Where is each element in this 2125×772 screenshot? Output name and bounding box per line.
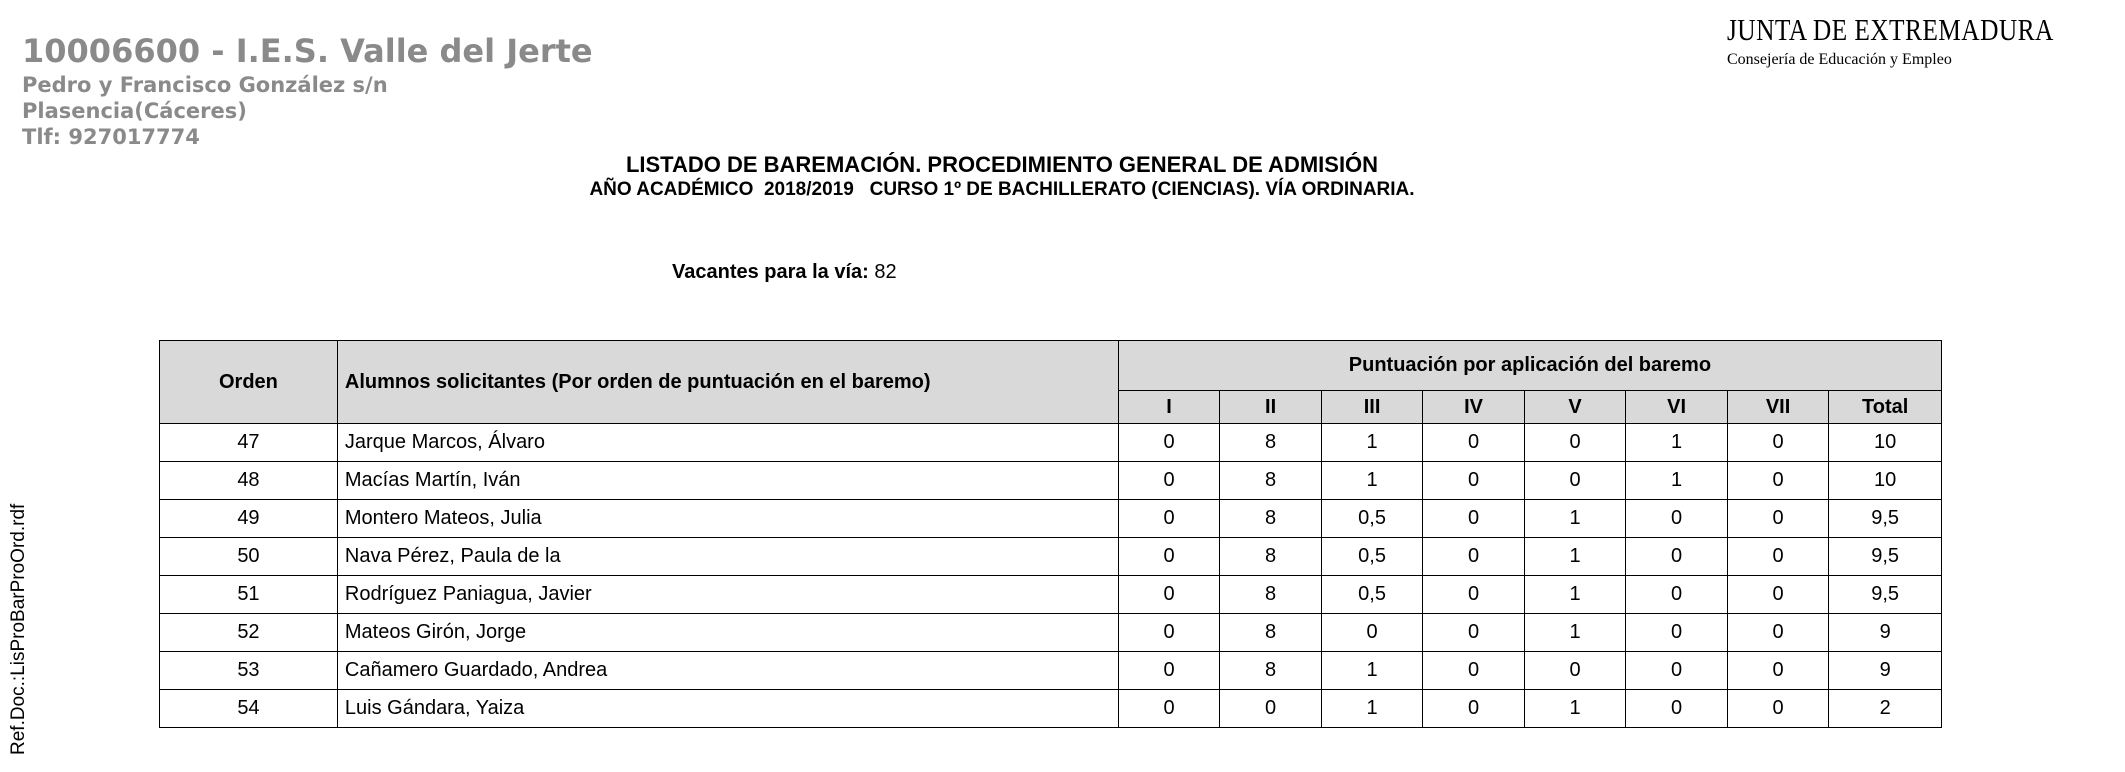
document-subtitle: AÑO ACADÉMICO 2018/2019 CURSO 1º DE BACHILLERATO (CIENCIAS). VÍA ORDINARIA. — [589, 179, 1415, 200]
score-cell: 0 — [1727, 652, 1829, 690]
school-address: Pedro y Francisco González s/n — [22, 73, 388, 97]
score-cell: 1 — [1524, 614, 1626, 652]
score-cell: 0,5 — [1321, 576, 1423, 614]
score-cell: 0 — [1727, 424, 1829, 462]
score-cell: 0 — [1727, 690, 1829, 728]
header-col-vii: VII — [1727, 391, 1829, 424]
header-alumnos: Alumnos solicitantes (Por orden de puntuación en el baremo) — [337, 341, 1118, 424]
school-city: Plasencia(Cáceres) — [22, 99, 247, 123]
score-cell: 8 — [1220, 576, 1322, 614]
total-cell: 9 — [1829, 652, 1942, 690]
score-cell: 0 — [1220, 690, 1322, 728]
score-cell: 0 — [1626, 576, 1728, 614]
logo-name: JUNTA DE EXTREMADURA — [1727, 12, 2054, 47]
score-cell: 0 — [1524, 652, 1626, 690]
vacantes-value: 82 — [874, 261, 897, 283]
score-cell: 0 — [1626, 538, 1728, 576]
score-cell: 0 — [1118, 690, 1220, 728]
score-cell: 0 — [1118, 500, 1220, 538]
score-cell: 0 — [1423, 500, 1525, 538]
score-cell: 1 — [1626, 424, 1728, 462]
score-cell: 0 — [1727, 614, 1829, 652]
student-name-cell: Macías Martín, Iván — [337, 462, 1118, 500]
score-cell: 0,5 — [1321, 500, 1423, 538]
table-row — [160, 614, 1942, 652]
score-cell: 1 — [1321, 424, 1423, 462]
student-name-cell: Montero Mateos, Julia — [337, 500, 1118, 538]
header-puntuacion: Puntuación por aplicación del baremo — [1118, 341, 1941, 391]
score-cell: 0 — [1626, 652, 1728, 690]
total-cell: 9 — [1829, 614, 1942, 652]
score-cell: 8 — [1220, 462, 1322, 500]
score-cell: 0 — [1118, 424, 1220, 462]
header-orden: Orden — [160, 341, 338, 424]
total-cell: 10 — [1829, 424, 1942, 462]
document-title: LISTADO DE BAREMACIÓN. PROCEDIMIENTO GENERAL DE ADMISIÓN — [625, 152, 1379, 177]
orden-cell: 54 — [160, 690, 338, 728]
score-cell: 0 — [1118, 538, 1220, 576]
orden-cell: 51 — [160, 576, 338, 614]
student-name-cell: Cañamero Guardado, Andrea — [337, 652, 1118, 690]
score-cell: 0 — [1626, 614, 1728, 652]
score-cell: 1 — [1321, 462, 1423, 500]
header-col-iii: III — [1321, 391, 1423, 424]
student-name-cell: Luis Gándara, Yaiza — [337, 690, 1118, 728]
table-row — [160, 576, 1942, 614]
orden-cell: 53 — [160, 652, 338, 690]
header-col-i: I — [1118, 391, 1220, 424]
score-cell: 0 — [1423, 424, 1525, 462]
score-cell: 1 — [1524, 500, 1626, 538]
total-cell: 10 — [1829, 462, 1942, 500]
junta-logo — [1727, 12, 2125, 70]
orden-cell: 48 — [160, 462, 338, 500]
score-cell: 8 — [1220, 652, 1322, 690]
student-name-cell: Nava Pérez, Paula de la — [337, 538, 1118, 576]
score-cell: 8 — [1220, 538, 1322, 576]
score-cell: 0 — [1727, 500, 1829, 538]
score-cell: 0 — [1423, 538, 1525, 576]
side-reference: Ref.Doc.:LisProBarProOrd.rdf — [8, 503, 29, 755]
score-cell: 0 — [1118, 614, 1220, 652]
orden-cell: 49 — [160, 500, 338, 538]
score-cell: 0 — [1118, 652, 1220, 690]
score-cell: 1 — [1524, 538, 1626, 576]
table-row — [160, 538, 1942, 576]
table-row — [160, 652, 1942, 690]
header-col-iv: IV — [1423, 391, 1525, 424]
score-cell: 0 — [1423, 462, 1525, 500]
score-cell: 1 — [1626, 462, 1728, 500]
score-cell: 0 — [1118, 576, 1220, 614]
score-cell: 0 — [1727, 576, 1829, 614]
score-cell: 8 — [1220, 614, 1322, 652]
header-col-ii: II — [1220, 391, 1322, 424]
score-cell: 1 — [1321, 652, 1423, 690]
score-cell: 0 — [1524, 424, 1626, 462]
table-row — [160, 690, 1942, 728]
table-row — [160, 500, 1942, 538]
header-col-vi: VI — [1626, 391, 1728, 424]
total-cell: 9,5 — [1829, 500, 1942, 538]
orden-cell: 52 — [160, 614, 338, 652]
vacantes-label: Vacantes para la vía: — [672, 261, 869, 283]
total-cell: 9,5 — [1829, 576, 1942, 614]
score-cell: 0 — [1423, 576, 1525, 614]
total-cell: 2 — [1829, 690, 1942, 728]
score-cell: 0 — [1524, 462, 1626, 500]
table-row — [160, 462, 1942, 500]
orden-cell: 50 — [160, 538, 338, 576]
score-cell: 8 — [1220, 424, 1322, 462]
score-cell: 0 — [1727, 538, 1829, 576]
score-cell: 0 — [1321, 614, 1423, 652]
score-cell: 1 — [1524, 576, 1626, 614]
vacantes-line — [672, 261, 897, 284]
score-cell: 1 — [1321, 690, 1423, 728]
table-row — [160, 424, 1942, 462]
score-cell: 0 — [1118, 462, 1220, 500]
student-name-cell: Rodríguez Paniagua, Javier — [337, 576, 1118, 614]
score-cell: 0 — [1423, 614, 1525, 652]
school-header — [22, 30, 593, 150]
score-cell: 0 — [1626, 690, 1728, 728]
score-cell: 0 — [1727, 462, 1829, 500]
score-cell: 1 — [1524, 690, 1626, 728]
total-cell: 9,5 — [1829, 538, 1942, 576]
score-cell: 0 — [1423, 690, 1525, 728]
school-code-name: 10006600 - I.E.S. Valle del Jerte — [22, 32, 593, 70]
baremo-table — [159, 340, 1942, 728]
score-cell: 0 — [1423, 652, 1525, 690]
score-cell: 0,5 — [1321, 538, 1423, 576]
header-col-v: V — [1524, 391, 1626, 424]
student-name-cell: Jarque Marcos, Álvaro — [337, 424, 1118, 462]
orden-cell: 47 — [160, 424, 338, 462]
header-col-total: Total — [1829, 391, 1942, 424]
school-phone: Tlf: 927017774 — [22, 125, 200, 149]
score-cell: 0 — [1626, 500, 1728, 538]
logo-subtitle: Consejería de Educación y Empleo — [1727, 51, 1952, 68]
student-name-cell: Mateos Girón, Jorge — [337, 614, 1118, 652]
score-cell: 8 — [1220, 500, 1322, 538]
